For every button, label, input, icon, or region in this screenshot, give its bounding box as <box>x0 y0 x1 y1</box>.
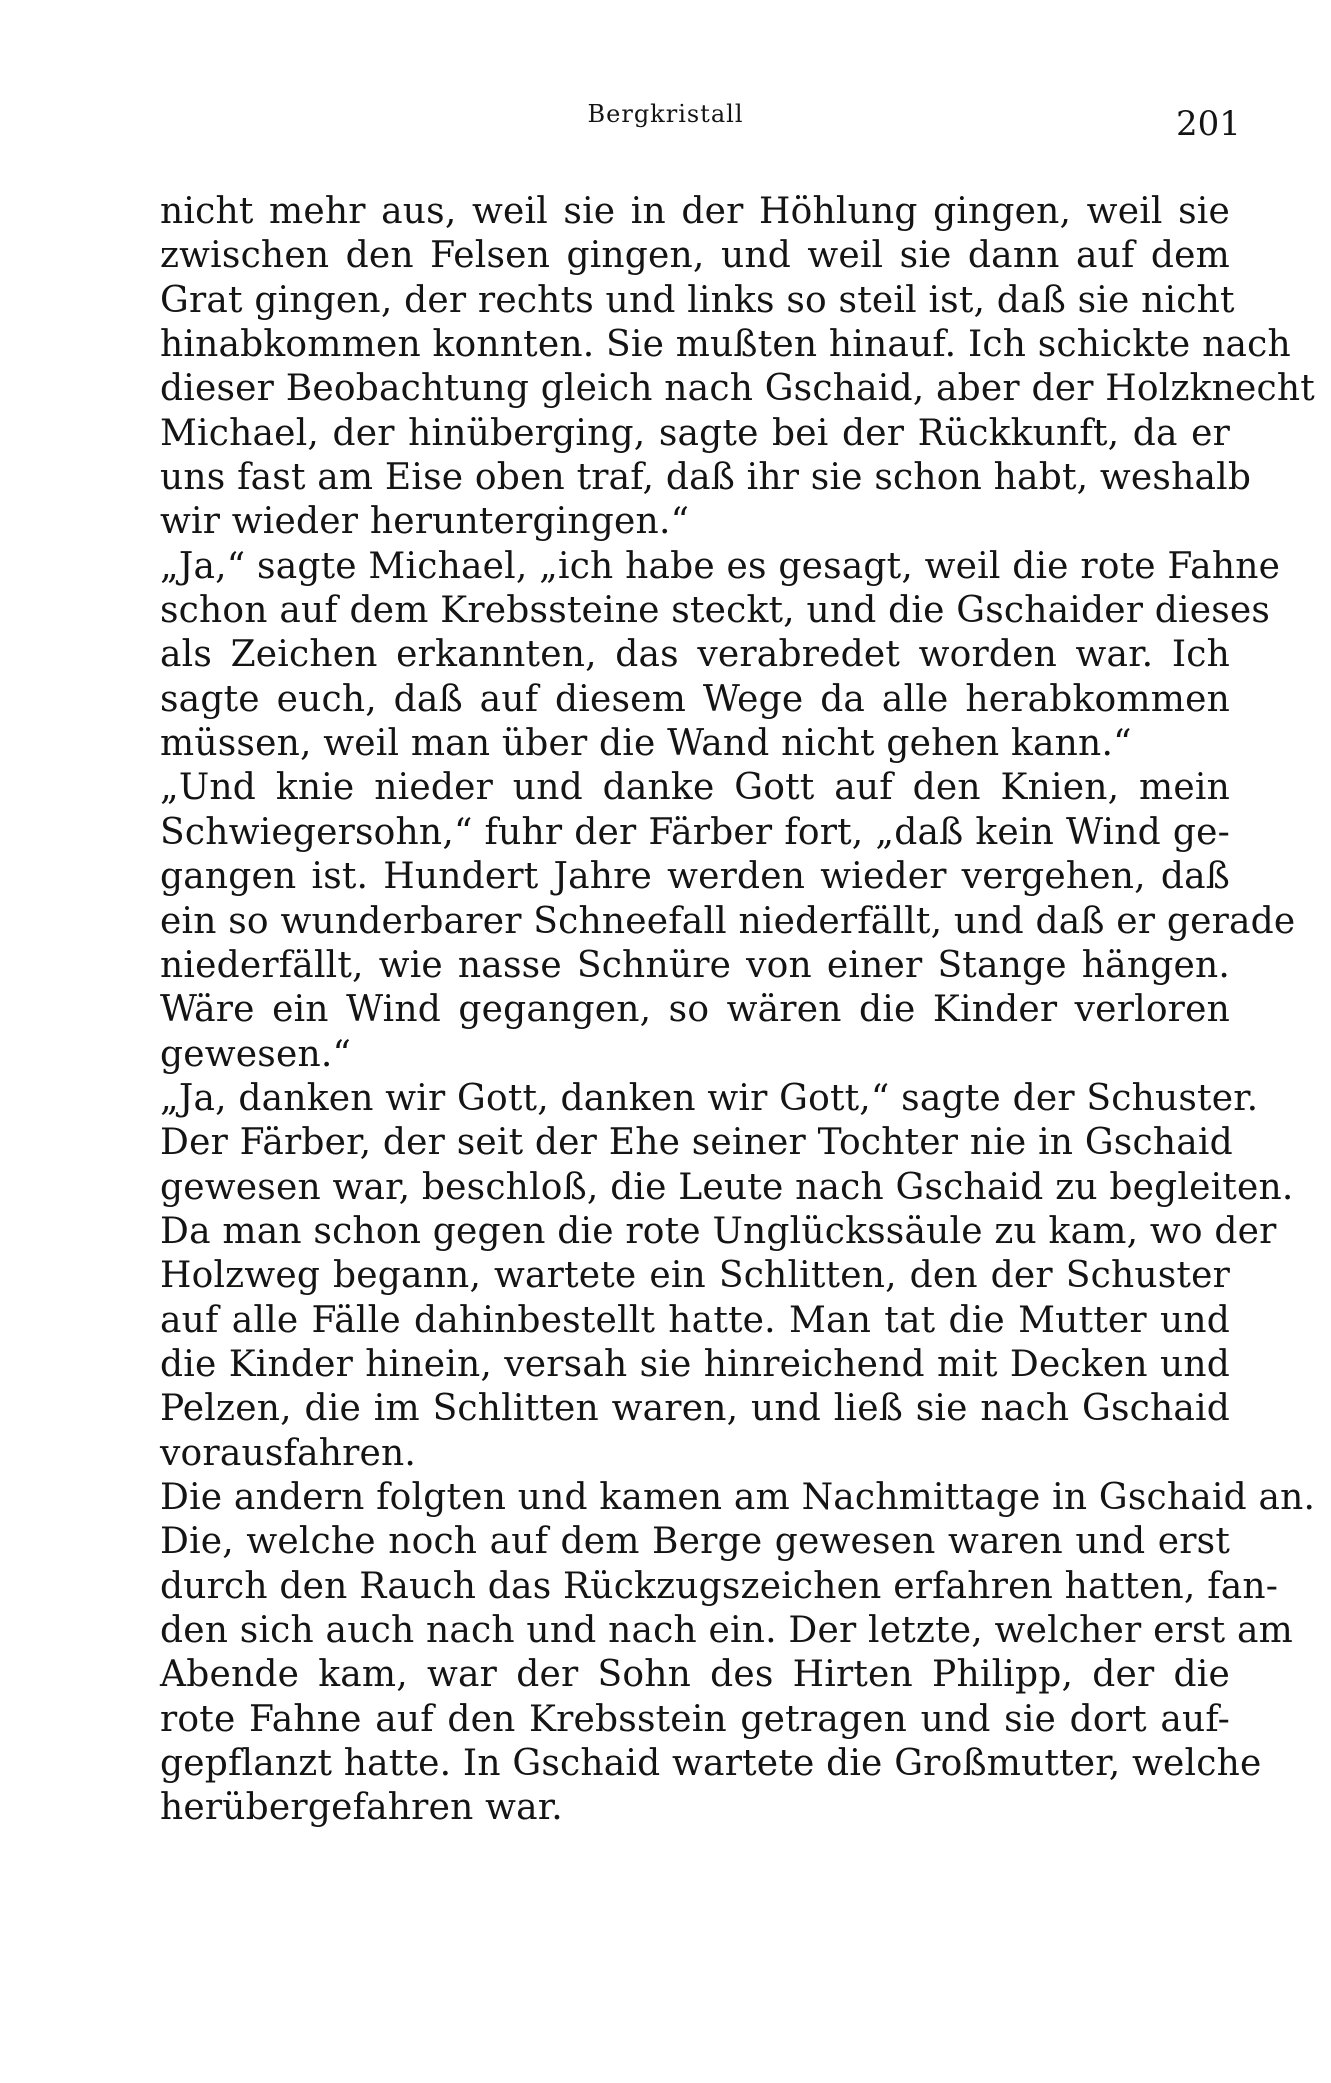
text-line: vorausfahren. <box>160 1432 417 1474</box>
text-line: nicht mehr aus, weil sie in der Höhlung gingen, weil sie <box>160 191 1230 232</box>
text-line: Pelzen, die im Schlitten waren, und ließ sie nach Gschaid <box>160 1388 1230 1430</box>
text-line: auf alle Fälle dahinbestellt hatte. Man tat die Mutter und <box>160 1299 1230 1341</box>
text-line: gewesen.“ <box>160 1033 352 1075</box>
text-line: müssen, weil man über die Wand nicht gehen kann.“ <box>160 723 1132 765</box>
text-line: Die, welche noch auf dem Berge gewesen waren und erst <box>160 1521 1230 1563</box>
text-line: rote Fahne auf den Krebsstein getragen und sie dort auf- <box>160 1698 1230 1740</box>
body-text <box>160 190 1316 1831</box>
text-line: den sich auch nach und nach ein. Der letzte, welcher erst am <box>160 1610 1293 1651</box>
text-line: gangen ist. Hundert Jahre werden wieder vergehen, daß <box>160 856 1230 898</box>
text-line: als Zeichen erkannten, das verabredet worden war. Ich <box>160 634 1230 676</box>
text-line: uns fast am Eise oben traf, daß ihr sie schon habt, weshalb <box>160 457 1252 499</box>
text-line: „Ja, danken wir Gott, danken wir Gott,“ sagte der Schuster. <box>160 1077 1259 1119</box>
text-line: „Und knie nieder und danke Gott auf den Knien, mein <box>160 767 1230 809</box>
text-line: Der Färber, der seit der Ehe seiner Tochter nie in Gschaid <box>160 1122 1233 1164</box>
text-line: niederfällt, wie nasse Schnüre von einer Stange hängen. <box>160 944 1230 986</box>
text-line: gewesen war, beschloß, die Leute nach Gschaid zu begleiten. <box>160 1166 1294 1208</box>
text-line: sagte euch, daß auf diesem Wege da alle herabkommen <box>160 678 1230 720</box>
text-line: hinabkommen konnten. Sie mußten hinauf. Ich schickte nach <box>160 324 1291 366</box>
text-line: wir wieder heruntergingen.“ <box>160 501 690 543</box>
page-number: 201 <box>1176 104 1241 144</box>
running-head: Bergkristall <box>587 100 744 128</box>
text-line: Die andern folgten und kamen am Nachmittage in Gschaid an. <box>160 1476 1316 1518</box>
text-line: herübergefahren war. <box>160 1787 563 1829</box>
text-line: schon auf dem Krebssteine steckt, und die Gschaider dieses <box>160 590 1271 632</box>
text-line: Wäre ein Wind gegangen, so wären die Kinder verloren <box>160 989 1230 1031</box>
text-line: ein so wunderbarer Schneefall niederfällt, und daß er gerade <box>160 900 1296 942</box>
text-line: Da man schon gegen die rote Unglückssäule zu kam, wo der <box>160 1210 1277 1252</box>
text-line: die Kinder hinein, versah sie hinreichend mit Decken und <box>160 1343 1230 1385</box>
text-line: durch den Rauch das Rückzugszeichen erfahren hatten, fan- <box>160 1565 1279 1607</box>
text-line: zwischen den Felsen gingen, und weil sie dann auf dem <box>160 235 1230 277</box>
text-line: Michael, der hinüberging, sagte bei der Rückkunft, da er <box>160 412 1230 454</box>
text-line: dieser Beobachtung gleich nach Gschaid, aber der Holzknecht <box>160 368 1315 410</box>
text-line: Abende kam, war der Sohn des Hirten Philipp, der die <box>160 1654 1230 1696</box>
text-line: Schwiegersohn,“ fuhr der Färber fort, „daß kein Wind ge- <box>160 811 1230 853</box>
text-line: gepflanzt hatte. In Gschaid wartete die Großmutter, welche <box>160 1743 1262 1785</box>
text-line: Grat gingen, der rechts und links so steil ist, daß sie nicht <box>160 279 1235 321</box>
text-line: Holzweg begann, wartete ein Schlitten, den der Schuster <box>160 1255 1230 1297</box>
text-line: „Ja,“ sagte Michael, „ich habe es gesagt, weil die rote Fahne <box>160 545 1281 587</box>
